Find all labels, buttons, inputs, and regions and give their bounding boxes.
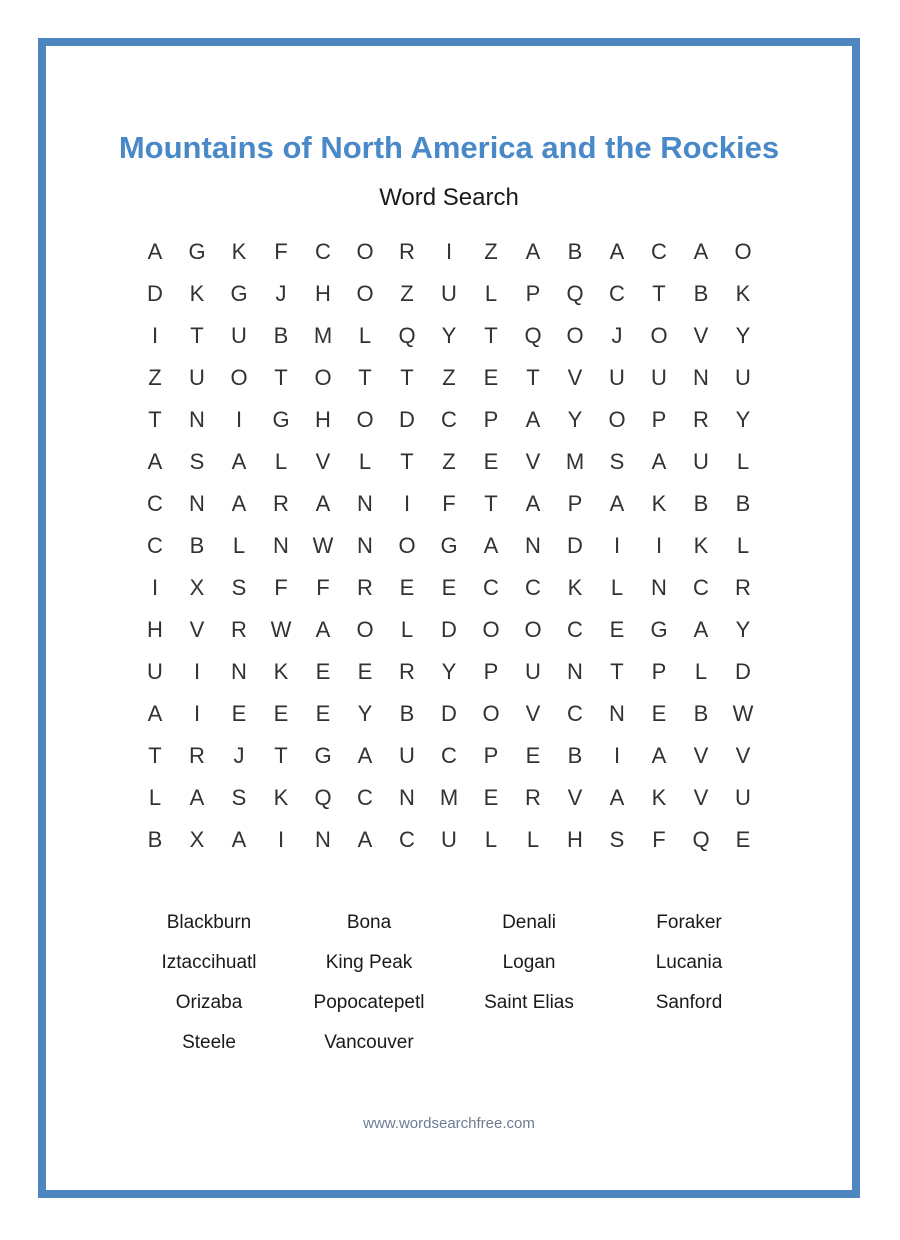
grid-row <box>134 399 764 441</box>
grid-letter: R <box>735 575 751 600</box>
grid-letter: T <box>610 659 624 684</box>
word-list-item: Foraker <box>656 912 722 933</box>
grid-letter: O <box>482 617 500 642</box>
grid-letter: O <box>356 281 374 306</box>
grid-letter: J <box>275 281 287 306</box>
page-border-frame <box>38 38 860 1198</box>
grid-letter: Q <box>314 785 332 810</box>
grid-letter: V <box>735 743 751 768</box>
grid-letter: G <box>230 281 248 306</box>
grid-letter: E <box>315 659 331 684</box>
grid-letter: C <box>441 743 457 768</box>
grid-letter: C <box>357 785 373 810</box>
grid-letter: C <box>567 617 583 642</box>
grid-letter: Q <box>692 827 710 852</box>
word-list-item: Steele <box>182 1032 236 1053</box>
grid-letter: O <box>230 365 248 390</box>
grid-letter: T <box>484 491 498 516</box>
grid-letter: B <box>693 701 709 726</box>
grid-letter: D <box>567 533 583 558</box>
letter-grid <box>134 231 764 861</box>
grid-letter: T <box>190 323 204 348</box>
grid-letter: Y <box>357 701 373 726</box>
grid-letter: S <box>189 449 205 474</box>
grid-letter: U <box>735 785 751 810</box>
grid-letter: U <box>525 659 541 684</box>
grid-letter: E <box>441 575 457 600</box>
grid-letter: A <box>651 449 667 474</box>
grid-letter: A <box>609 785 625 810</box>
grid-letter: I <box>235 407 243 432</box>
grid-letter: A <box>147 239 163 264</box>
grid-letter: A <box>231 827 247 852</box>
grid-letter: I <box>193 659 201 684</box>
word-list-item: Sanford <box>655 992 723 1013</box>
grid-letter: P <box>525 281 541 306</box>
grid-letter: R <box>357 575 373 600</box>
grid-letter: U <box>399 743 415 768</box>
page-content <box>46 46 852 1190</box>
grid-letter: P <box>483 407 499 432</box>
grid-letter: E <box>483 365 499 390</box>
grid-letter: P <box>651 659 667 684</box>
grid-row <box>134 609 764 651</box>
grid-letter: I <box>151 575 159 600</box>
grid-letter: U <box>231 323 247 348</box>
grid-letter: F <box>442 491 456 516</box>
grid-letter: R <box>399 239 415 264</box>
grid-letter: N <box>357 533 373 558</box>
grid-letter: B <box>189 533 205 558</box>
grid-letter: F <box>316 575 330 600</box>
grid-letter: O <box>356 407 374 432</box>
grid-letter: R <box>693 407 709 432</box>
grid-letter: A <box>147 449 163 474</box>
grid-letter: R <box>189 743 205 768</box>
grid-letter: O <box>650 323 668 348</box>
grid-row <box>134 525 764 567</box>
grid-letter: C <box>441 407 457 432</box>
grid-letter: R <box>525 785 541 810</box>
grid-letter: G <box>314 743 332 768</box>
grid-letter: I <box>403 491 411 516</box>
grid-letter: W <box>312 533 334 558</box>
grid-letter: N <box>399 785 415 810</box>
grid-letter: Y <box>441 659 457 684</box>
grid-letter: C <box>609 281 625 306</box>
grid-letter: J <box>611 323 623 348</box>
grid-letter: Y <box>735 323 751 348</box>
word-list <box>129 903 769 1063</box>
grid-letter: A <box>525 407 541 432</box>
grid-letter: K <box>651 491 667 516</box>
grid-letter: K <box>273 785 289 810</box>
grid-letter: E <box>525 743 541 768</box>
grid-letter: V <box>525 701 541 726</box>
grid-letter: T <box>400 365 414 390</box>
grid-letter: V <box>315 449 331 474</box>
grid-letter: U <box>189 365 205 390</box>
grid-row <box>134 735 764 777</box>
grid-letter: N <box>315 827 331 852</box>
grid-letter: Z <box>442 365 456 390</box>
grid-letter: A <box>693 239 709 264</box>
grid-letter: K <box>189 281 205 306</box>
grid-letter: U <box>147 659 163 684</box>
grid-letter: Y <box>735 407 751 432</box>
grid-letter: O <box>524 617 542 642</box>
grid-letter: E <box>483 785 499 810</box>
word-list-item: Iztaccihuatl <box>161 952 257 973</box>
grid-letter: P <box>483 659 499 684</box>
grid-letter: N <box>189 491 205 516</box>
grid-letter: S <box>231 575 247 600</box>
grid-letter: I <box>445 239 453 264</box>
grid-letter: T <box>526 365 540 390</box>
grid-letter: M <box>565 449 585 474</box>
grid-letter: L <box>736 449 750 474</box>
grid-letter: R <box>399 659 415 684</box>
grid-letter: C <box>693 575 709 600</box>
grid-letter: O <box>734 239 752 264</box>
grid-letter: A <box>315 617 331 642</box>
grid-letter: T <box>148 407 162 432</box>
grid-letter: M <box>439 785 459 810</box>
grid-letter: T <box>148 743 162 768</box>
grid-letter: A <box>315 491 331 516</box>
grid-letter: H <box>567 827 583 852</box>
grid-letter: K <box>567 575 583 600</box>
grid-letter: E <box>231 701 247 726</box>
grid-letter: N <box>693 365 709 390</box>
grid-letter: E <box>735 827 751 852</box>
word-list-item: Vancouver <box>324 1032 414 1053</box>
grid-letter: P <box>483 743 499 768</box>
grid-letter: A <box>231 491 247 516</box>
word-list-item: Blackburn <box>166 912 252 933</box>
grid-letter: D <box>441 617 457 642</box>
grid-letter: B <box>273 323 289 348</box>
grid-letter: U <box>609 365 625 390</box>
grid-row <box>134 441 764 483</box>
grid-letter: O <box>608 407 626 432</box>
grid-letter: U <box>441 827 457 852</box>
grid-letter: C <box>483 575 499 600</box>
grid-letter: J <box>233 743 245 768</box>
grid-letter: C <box>315 239 331 264</box>
grid-letter: A <box>609 239 625 264</box>
word-list-item: Popocatepetl <box>313 992 425 1013</box>
grid-letter: E <box>315 701 331 726</box>
grid-letter: K <box>693 533 709 558</box>
grid-letter: H <box>315 407 331 432</box>
grid-letter: N <box>189 407 205 432</box>
grid-letter: L <box>610 575 624 600</box>
grid-letter: F <box>274 575 288 600</box>
grid-letter: Q <box>398 323 416 348</box>
grid-letter: E <box>651 701 667 726</box>
grid-letter: N <box>273 533 289 558</box>
grid-letter: R <box>273 491 289 516</box>
grid-letter: B <box>567 239 583 264</box>
grid-letter: G <box>188 239 206 264</box>
grid-letter: O <box>356 617 374 642</box>
grid-letter: A <box>693 617 709 642</box>
grid-row <box>134 693 764 735</box>
grid-letter: S <box>231 785 247 810</box>
grid-letter: T <box>274 743 288 768</box>
grid-letter: C <box>567 701 583 726</box>
grid-letter: E <box>483 449 499 474</box>
grid-letter: C <box>651 239 667 264</box>
grid-letter: L <box>358 323 372 348</box>
grid-letter: B <box>693 281 709 306</box>
grid-letter: L <box>484 281 498 306</box>
grid-letter: A <box>147 701 163 726</box>
grid-letter: R <box>231 617 247 642</box>
grid-letter: L <box>232 533 246 558</box>
grid-letter: G <box>650 617 668 642</box>
grid-letter: T <box>652 281 666 306</box>
grid-letter: L <box>274 449 288 474</box>
word-list-item: Saint Elias <box>484 992 574 1013</box>
grid-letter: Y <box>567 407 583 432</box>
grid-letter: I <box>151 323 159 348</box>
grid-letter: I <box>277 827 285 852</box>
grid-letter: E <box>357 659 373 684</box>
grid-letter: K <box>651 785 667 810</box>
grid-letter: X <box>189 827 205 852</box>
grid-letter: S <box>609 827 625 852</box>
grid-letter: O <box>482 701 500 726</box>
grid-letter: S <box>609 449 625 474</box>
grid-row <box>134 777 764 819</box>
grid-letter: O <box>314 365 332 390</box>
grid-letter: A <box>189 785 205 810</box>
grid-letter: A <box>651 743 667 768</box>
grid-letter: Y <box>441 323 457 348</box>
page-subtitle: Word Search <box>379 184 519 211</box>
grid-letter: I <box>613 743 621 768</box>
grid-letter: O <box>566 323 584 348</box>
grid-letter: C <box>525 575 541 600</box>
grid-row <box>134 483 764 525</box>
grid-letter: N <box>231 659 247 684</box>
grid-letter: D <box>735 659 751 684</box>
page-title: Mountains of North America and the Rockies <box>118 130 780 165</box>
grid-letter: L <box>148 785 162 810</box>
grid-letter: H <box>147 617 163 642</box>
grid-letter: E <box>273 701 289 726</box>
grid-letter: D <box>441 701 457 726</box>
grid-letter: B <box>399 701 415 726</box>
grid-letter: D <box>399 407 415 432</box>
grid-letter: O <box>356 239 374 264</box>
grid-letter: V <box>567 365 583 390</box>
grid-letter: L <box>736 533 750 558</box>
grid-letter: N <box>651 575 667 600</box>
grid-row <box>134 315 764 357</box>
grid-letter: W <box>270 617 292 642</box>
grid-letter: A <box>483 533 499 558</box>
grid-letter: U <box>693 449 709 474</box>
grid-letter: D <box>147 281 163 306</box>
grid-row <box>134 819 764 861</box>
grid-letter: Q <box>524 323 542 348</box>
grid-letter: C <box>147 533 163 558</box>
grid-letter: L <box>694 659 708 684</box>
grid-letter: T <box>400 449 414 474</box>
grid-letter: V <box>693 323 709 348</box>
grid-row <box>134 273 764 315</box>
grid-letter: T <box>484 323 498 348</box>
grid-letter: V <box>525 449 541 474</box>
grid-letter: C <box>147 491 163 516</box>
grid-letter: L <box>358 449 372 474</box>
grid-letter: P <box>651 407 667 432</box>
grid-letter: B <box>735 491 751 516</box>
word-list-item: Orizaba <box>175 992 243 1013</box>
word-list-item: Denali <box>502 912 556 933</box>
footer-url: www.wordsearchfree.com <box>363 1115 535 1132</box>
grid-row <box>134 651 764 693</box>
grid-row <box>134 567 764 609</box>
grid-letter: P <box>567 491 583 516</box>
grid-letter: I <box>193 701 201 726</box>
grid-letter: W <box>732 701 754 726</box>
grid-letter: N <box>357 491 373 516</box>
grid-letter: A <box>357 743 373 768</box>
grid-letter: N <box>609 701 625 726</box>
grid-letter: I <box>613 533 621 558</box>
grid-letter: E <box>609 617 625 642</box>
grid-letter: T <box>358 365 372 390</box>
grid-letter: M <box>313 323 333 348</box>
grid-letter: E <box>399 575 415 600</box>
grid-letter: Y <box>735 617 751 642</box>
grid-letter: A <box>609 491 625 516</box>
grid-letter: L <box>526 827 540 852</box>
grid-letter: U <box>735 365 751 390</box>
grid-letter: B <box>693 491 709 516</box>
grid-letter: I <box>655 533 663 558</box>
grid-letter: Z <box>442 449 456 474</box>
grid-letter: L <box>400 617 414 642</box>
grid-letter: X <box>189 575 205 600</box>
word-list-item: Lucania <box>655 952 723 973</box>
grid-letter: N <box>567 659 583 684</box>
grid-letter: F <box>274 239 288 264</box>
grid-letter: A <box>525 491 541 516</box>
grid-letter: V <box>567 785 583 810</box>
grid-letter: K <box>273 659 289 684</box>
grid-letter: Q <box>566 281 584 306</box>
grid-letter: Z <box>400 281 414 306</box>
word-list-item: King Peak <box>325 952 413 973</box>
grid-letter: L <box>484 827 498 852</box>
grid-letter: K <box>231 239 247 264</box>
grid-letter: T <box>274 365 288 390</box>
grid-letter: B <box>147 827 163 852</box>
grid-letter: O <box>398 533 416 558</box>
grid-letter: Z <box>148 365 162 390</box>
grid-letter: Z <box>484 239 498 264</box>
grid-letter: V <box>693 785 709 810</box>
grid-letter: G <box>440 533 458 558</box>
grid-letter: V <box>693 743 709 768</box>
word-list-item: Logan <box>502 952 556 973</box>
grid-letter: A <box>231 449 247 474</box>
grid-letter: A <box>525 239 541 264</box>
grid-row <box>134 357 764 399</box>
grid-row <box>134 231 764 273</box>
grid-letter: N <box>525 533 541 558</box>
grid-letter: B <box>567 743 583 768</box>
grid-letter: V <box>189 617 205 642</box>
grid-letter: F <box>652 827 666 852</box>
grid-letter: K <box>735 281 751 306</box>
grid-letter: U <box>441 281 457 306</box>
grid-letter: U <box>651 365 667 390</box>
grid-letter: H <box>315 281 331 306</box>
grid-letter: C <box>399 827 415 852</box>
grid-letter: G <box>272 407 290 432</box>
word-list-item: Bona <box>346 912 392 933</box>
grid-letter: A <box>357 827 373 852</box>
